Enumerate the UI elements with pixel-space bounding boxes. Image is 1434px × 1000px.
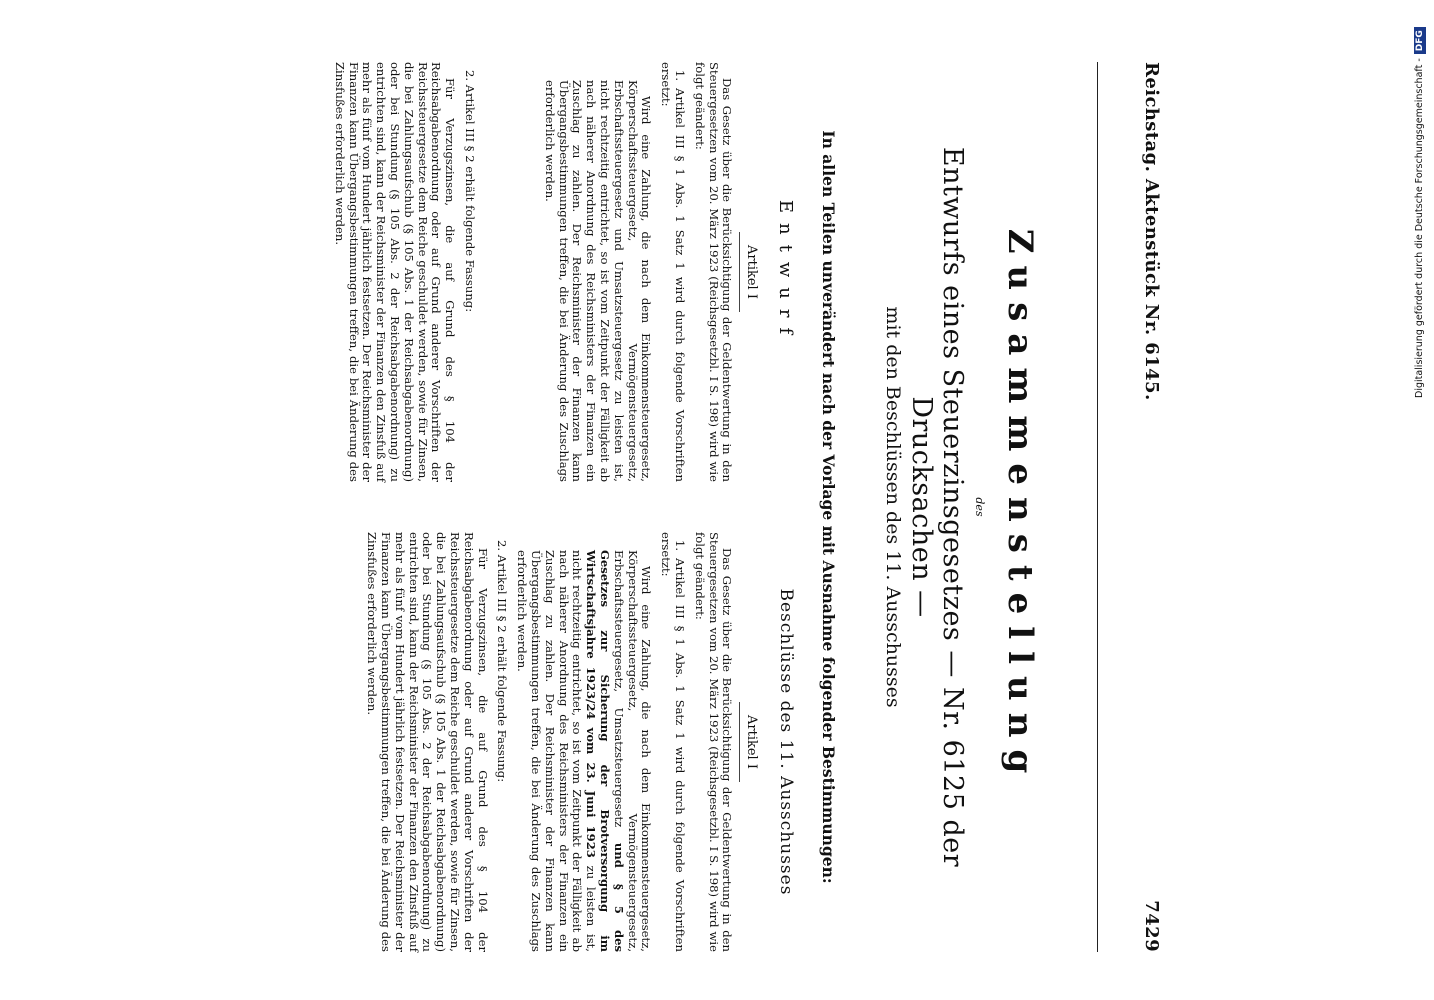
article-title: Artikel I xyxy=(744,715,760,769)
item-1-text xyxy=(514,550,652,952)
item-1-text-emphasis: und § 5 des Gesetzes zur Sicherung der Brotversorgung im Wirtschaftsjahre 1923/24 vom 23. Juni 1923 xyxy=(584,550,626,952)
article-rule xyxy=(739,232,740,312)
notice-line: In allen Teilen unverändert nach der Vorlage mit Ausnahme folgender Bestimmungen: xyxy=(819,130,838,884)
article-intro: Das Gesetz über die Berücksichtigung der Geldentwertung in den Steuergesetzen vom 20. März 1923 (Reichsgesetzbl. I S. 198) wird wie folgt geändert: xyxy=(692,532,735,952)
digitization-credit xyxy=(1410,8,1426,398)
dfg-logo: DFG xyxy=(1414,27,1426,54)
page-number: 7429 xyxy=(1141,900,1162,952)
spacer xyxy=(476,62,536,482)
item-2-lead: 2. Artikel III § 2 erhält folgende Fassung: xyxy=(495,540,510,783)
document-title: Zusammenstellung xyxy=(1000,228,1040,786)
column-entwurf xyxy=(326,62,796,482)
item-1-text-b: zu leisten ist, nicht rechtzeitig entrichtet, so ist vom Zeitpunkt der Fälligkeit ab nach näherer Anordnung des Reichsministers der Finanzen ein Zuschlag zu zahlen. Der Reichsminister der Finanzen kann Übergangsbestimmungen treffen, die bei Änderung des Zuschlags erforderlich werden. xyxy=(515,550,599,952)
item-2-lead: 2. Artikel III § 2 erhält folgende Fassung: xyxy=(463,70,478,313)
column-heading: Entwurf xyxy=(775,199,796,345)
column-heading: Beschlüsse des 11. Ausschusses xyxy=(776,588,796,896)
article-rule xyxy=(739,702,740,782)
item-1-body xyxy=(514,532,652,952)
article-title: Artikel I xyxy=(744,245,760,299)
document-page xyxy=(100,62,1180,952)
document-subtitle-2: mit den Beschlüssen des 11. Ausschusses xyxy=(882,306,904,708)
title-connector: des xyxy=(973,497,986,517)
item-2-text: Für Verzugszinsen, die auf Grund des § 104 der Reichsabgabenordnung oder auf Grund anderer Vorschriften der Reichssteuergesetze dem Reiche geschuldet werden, sowie für Zinsen, die bei Zahlungsaufschub (§ 105 Abs. 1 der Reichsabgabenordnung) oder bei Stundung (§ 105 Abs. 2 der Reichsabgabenordnung) zu entrichten sind, kann der Reichsminister der Finanzen den Zinsfuß auf mehr als fünf vom Hundert jährlich festsetzen. Der Reichsminister der Finanzen kann Übergangsbestimmungen treffen, die bei Änderung des Zinsfußes erforderlich werden. xyxy=(365,532,490,952)
column-beschluesse xyxy=(358,532,796,952)
item-1-body xyxy=(542,62,652,482)
document-subtitle: Entwurfs eines Steuerzinsgesetzes — Nr. 6125 der Drucksachen — xyxy=(906,146,968,868)
item-1-text: Wird eine Zahlung, die nach dem Einkommensteuergesetz, Körperschaftssteuergesetz, Vermögensteuergesetz, Erbschaftssteuergesetz und Umsatzsteuergesetz zu leisten ist, nicht rechtzeitig entrichtet, so ist vom Zeitpunkt der Fälligkeit ab nach näherer Anordnung des Reichsministers der Finanzen ein Zuschlag zu zahlen. Der Reichsminister der Finanzen kann Übergangsbestimmungen treffen, die bei Änderung des Zuschlags erforderlich werden. xyxy=(542,80,654,482)
article-intro: Das Gesetz über die Berücksichtigung der Geldentwertung in den Steuergesetzen vom 20. März 1923 (Reichsgesetzbl. I S. 198) wird wie folgt geändert: xyxy=(692,62,735,482)
header-rule xyxy=(1097,62,1098,952)
item-1-lead: 1. Artikel III § 1 Abs. 1 Satz 1 wird durch folgende Vorschriften ersetzt: xyxy=(659,62,688,482)
item-1-lead: 1. Artikel III § 1 Abs. 1 Satz 1 wird durch folgende Vorschriften ersetzt: xyxy=(659,532,688,952)
header-left: Reichstag. Aktenstück Nr. 6145. xyxy=(1141,62,1162,401)
credit-text: Digitalisierung gefördert durch die Deutsche Forschungsgemeinschaft - xyxy=(1414,58,1425,398)
item-1-text-a: Wird eine Zahlung, die nach dem Einkommensteuergesetz, Körperschaftssteuergesetz, Vermögensteuergesetz, Erbschaftssteuergesetz, Umsatzsteuergesetz xyxy=(611,550,654,952)
item-2-text: Für Verzugszinsen, die auf Grund des § 104 der Reichsabgabenordnung oder auf Grund anderer Vorschriften der Reichssteuergesetze dem Reiche geschuldet werden, sowie für Zinsen, die bei Zahlungsaufschub (§ 105 Abs. 1 der Reichsabgabenordnung) oder bei Stundung (§ 105 Abs. 2 der Reichsabgabenordnung) zu entrichten sind, kann der Reichsminister der Finanzen den Zinsfuß auf mehr als fünf vom Hundert jährlich festsetzen. Der Reichsminister der Finanzen kann Übergangsbestimmungen treffen, die bei Änderung des Zinsfußes erforderlich werden. xyxy=(332,62,458,482)
